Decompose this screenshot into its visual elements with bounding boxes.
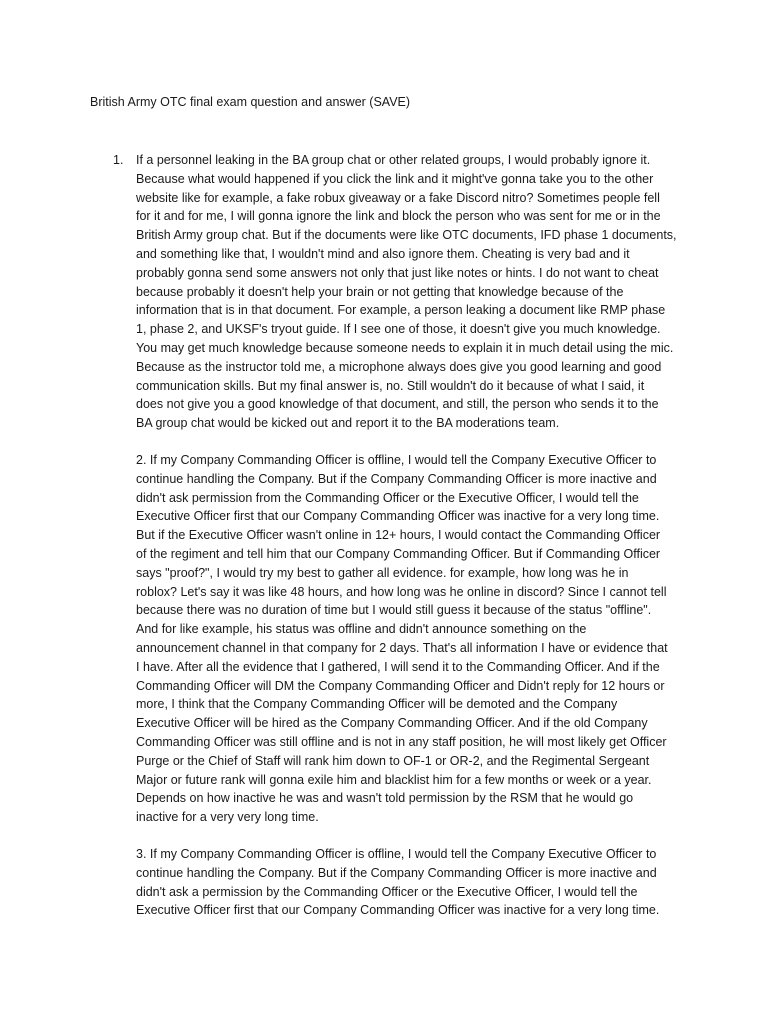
paragraph-line: more, I think that the Company Commanding Officer will be demoted and the Company — [136, 697, 618, 712]
paragraph-line: 1, phase 2, and UKSF's tryout guide. If I see one of those, it doesn't give you much knowledge. — [136, 322, 661, 337]
paragraph-line: Because as the instructor told me, a microphone always does give you good learning and good — [136, 359, 662, 374]
paragraph-line: Executive Officer first that our Company Commanding Officer was inactive for a very long time. — [136, 509, 660, 524]
paragraph-line: of the regiment and tell him that our Company Commanding Officer. But if Commanding Officer — [136, 546, 661, 561]
paragraph-line: continue handling the Company. But if the Company Commanding Officer is more inactive and — [136, 865, 657, 880]
paragraph-line: for it and for me, I will gonna ignore the link and block the person who was sent for me or in the — [136, 209, 661, 224]
paragraph-line: But if the Executive Officer wasn't online in 12+ hours, I would contact the Commanding Officer — [136, 528, 661, 543]
paragraph-line: 2. If my Company Commanding Officer is offline, I would tell the Company Executive Officer to — [136, 453, 657, 467]
paragraph-line: announcement channel in that company for 2 days. That's all information I have or evidence that — [136, 640, 668, 655]
paragraph-line: didn't ask permission from the Commanding Officer or the Executive Officer, I would tell the — [136, 490, 639, 505]
answer-paragraph-1 — [136, 151, 677, 433]
paragraph-line: roblox? Let's say it was like 48 hours, and how long was he online in discord? Since I cannot tell — [136, 584, 667, 599]
answer-paragraph-3 — [136, 845, 659, 920]
paragraph-line: I have. After all the evidence that I gathered, I will send it to the Commanding Officer. And if the — [136, 659, 660, 674]
paragraph-line: Commanding Officer was still offline and is not in any staff position, he will most likely get Officer — [136, 734, 667, 749]
paragraph-line: British Army group chat. But if the documents were like OTC documents, IFD phase 1 documents, — [136, 228, 677, 243]
paragraph-line: Commanding Officer will DM the Company Commanding Officer and Didn't reply for 12 hours or — [136, 678, 665, 693]
paragraph-line: and something like that, I wouldn't mind and also ignore them. Cheating is very bad and it — [136, 246, 630, 261]
paragraph-line: You may get much knowledge because someone needs to explain it in much detail using the mic. — [136, 340, 674, 355]
paragraph-line: If a personnel leaking in the BA group chat or other related groups, I would probably ignore it. — [136, 153, 651, 167]
paragraph-line: Purge or the Chief of Staff will rank him down to OF-1 or OR-2, and the Regimental Sergeant — [136, 753, 650, 768]
document-title: British Army OTC final exam question and answer (SAVE) — [90, 95, 411, 109]
paragraph-line: because there was no duration of time but I would still guess it because of the status "offline". — [136, 603, 652, 618]
paragraph-line: inactive for a very very long time. — [136, 810, 319, 825]
paragraph-line: says "proof?", I would try my best to gather all evidence. for example, how long was he in — [136, 565, 629, 580]
list-item-number: 1. — [113, 153, 124, 167]
paragraph-line: BA group chat would be kicked out and report it to the BA moderations team. — [136, 416, 560, 431]
paragraph-line: continue handling the Company. But if the Company Commanding Officer is more inactive and — [136, 471, 657, 486]
paragraph-line: Major or future rank will gonna exile him and blacklist him for a few months or week or a year. — [136, 772, 652, 787]
paragraph-line: website like for example, a fake robux giveaway or a fake Discord nitro? Sometimes people fell — [136, 190, 660, 205]
answer-paragraph-2 — [136, 451, 668, 827]
paragraph-line: Because what would happened if you click the link and it might've gonna take you to the other — [136, 171, 654, 186]
paragraph-line: information that is in that document. For example, a person leaking a document like RMP phase — [136, 303, 666, 318]
paragraph-line: Executive Officer first that our Company Commanding Officer was inactive for a very long time. — [136, 903, 660, 918]
paragraph-line: communication skills. But my final answer is, no. Still wouldn't do it because of what I said, it — [136, 378, 645, 393]
paragraph-line: didn't ask a permission by the Commanding Officer or the Executive Officer, I would tell the — [136, 884, 638, 899]
paragraph-line: Executive Officer will be hired as the Company Commanding Officer. And if the old Company — [136, 716, 648, 731]
paragraph-line: 3. If my Company Commanding Officer is offline, I would tell the Company Executive Officer to — [136, 847, 657, 861]
paragraph-line: And for like example, his status was offline and didn't announce something on the — [136, 622, 587, 637]
paragraph-line: Depends on how inactive he was and wasn't told permission by the RSM that he would go — [136, 791, 634, 806]
paragraph-line: because probably it doesn't help your brain or not getting that knowledge because of the — [136, 284, 624, 299]
paragraph-line: does not give you a good knowledge of that document, and still, the person who sends it to the — [136, 397, 659, 412]
paragraph-line: probably gonna send some answers not only that just like notes or hints. I do not want to cheat — [136, 265, 659, 280]
